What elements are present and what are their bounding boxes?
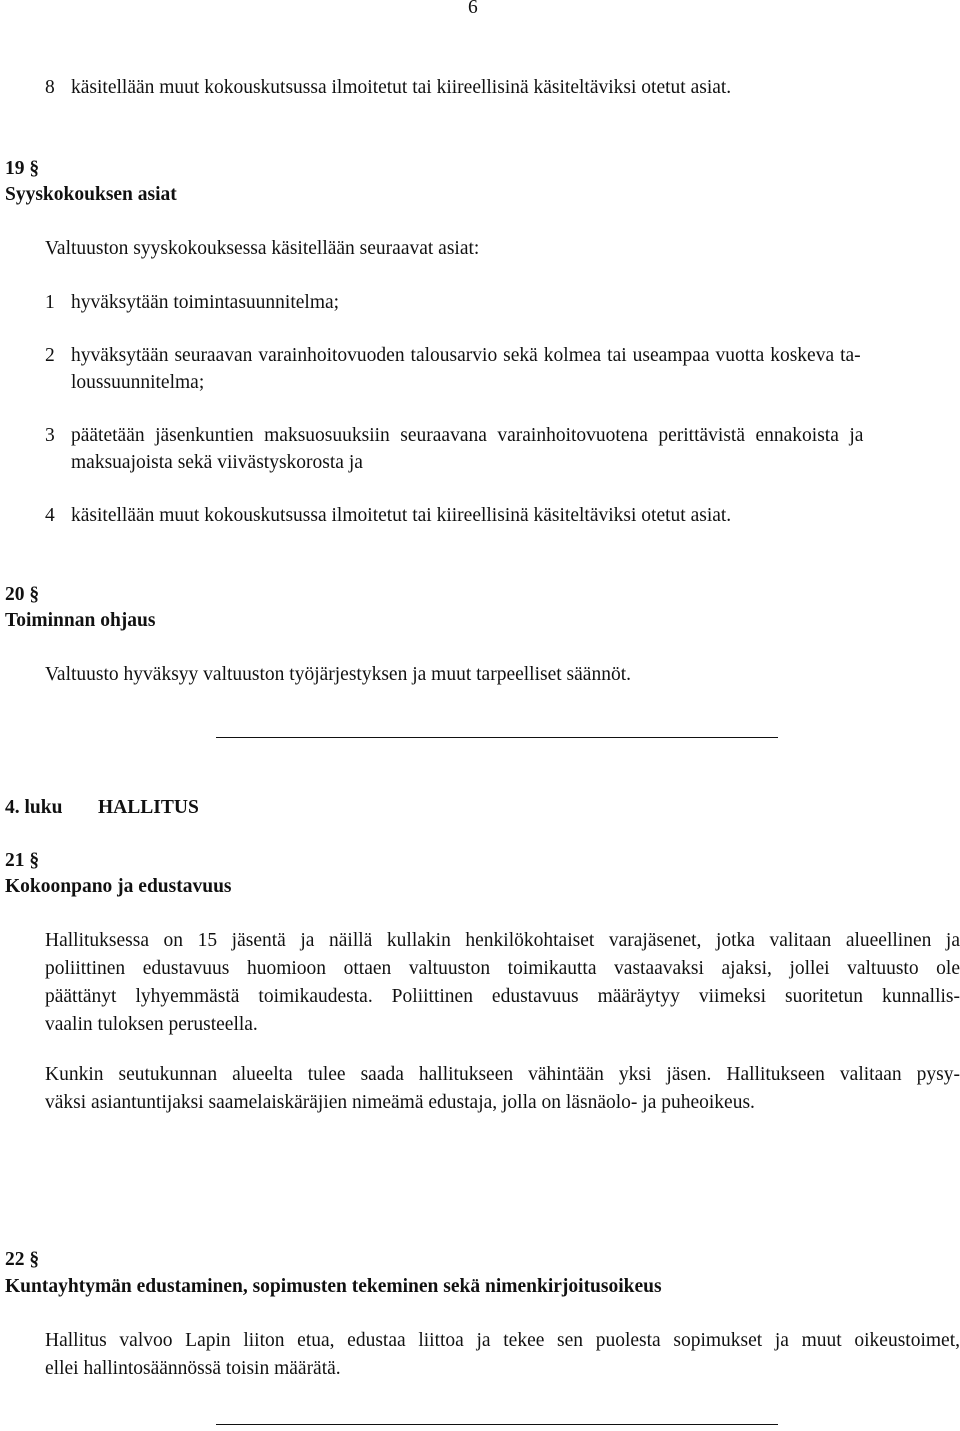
paragraph-line: ellei hallintosäännössä toisin määrätä. (45, 1358, 341, 1379)
section-20-number: 20 § (5, 584, 40, 605)
list-item-text: käsitellään muut kokouskutsussa ilmoitetut tai kiireellisinä käsiteltäviksi otetut asiat. (71, 77, 732, 98)
list-item-continuation: maksuajoista sekä viivästyskorosta ja (71, 452, 363, 473)
section-22-title: Kuntayhtymän edustaminen, sopimusten tekeminen sekä nimenkirjoitusoikeus (5, 1276, 662, 1297)
list-item-number: 1 (45, 292, 55, 313)
paragraph-line: Hallituksessa on 15 jäsentä ja näillä kullakin henkilökohtaiset varajäsenet, jotka valitaan alueellinen ja (45, 930, 960, 951)
list-item (45, 502, 731, 530)
section-21-paragraph-1 (45, 927, 960, 1039)
section-21-title: Kokoonpano ja edustavuus (5, 876, 232, 897)
list-item (45, 74, 731, 102)
paragraph-line: Hallitus valvoo Lapin liiton etua, edustaa liittoa ja tekee sen puolesta sopimukset ja muut oikeustoimet, (45, 1330, 960, 1351)
section-19-intro: Valtuuston syyskokouksessa käsitellään seuraavat asiat: (45, 238, 480, 259)
section-19-number: 19 § (5, 158, 40, 179)
list-item-number: 2 (45, 345, 55, 366)
list-item (45, 422, 863, 450)
section-22-paragraph (45, 1327, 960, 1383)
chapter-title: HALLITUS (98, 797, 199, 818)
paragraph-line: väksi asiantuntijaksi saamelaiskäräjien nimeämä edustaja, jolla on läsnäolo- ja puheoikeus. (45, 1092, 755, 1113)
paragraph-line: vaalin tuloksen perusteella. (45, 1014, 258, 1035)
section-21-number: 21 § (5, 850, 40, 871)
list-item-text: hyväksytään toimintasuunnitelma; (71, 292, 340, 313)
list-item-text: hyväksytään seuraavan varainhoitovuoden talousarvio sekä kolmea tai useampaa vuotta koskeva ta- (71, 345, 861, 366)
chapter-label: 4. luku (5, 797, 63, 818)
list-item-number: 4 (45, 505, 55, 526)
paragraph-line: Kunkin seutukunnan alueelta tulee saada hallitukseen vähintään yksi jäsen. Hallitukseen valitaan pysy- (45, 1064, 960, 1085)
list-item-number: 3 (45, 425, 55, 446)
list-item-text: käsitellään muut kokouskutsussa ilmoitetut tai kiireellisinä käsiteltäviksi otetut asiat. (71, 505, 732, 526)
section-19-title: Syyskokouksen asiat (5, 184, 177, 205)
section-divider (216, 737, 778, 738)
section-20-text: Valtuusto hyväksyy valtuuston työjärjestyksen ja muut tarpeelliset säännöt. (45, 664, 631, 685)
list-item-number: 8 (45, 77, 55, 98)
section-divider (216, 1424, 778, 1425)
paragraph-line: poliittinen edustavuus huomioon ottaen valtuuston toimikautta vastaavaksi ajaksi, jollei valtuusto ole (45, 958, 960, 979)
section-22-number: 22 § (5, 1249, 40, 1270)
paragraph-line: päättänyt lyhyemmästä toimikaudesta. Poliittinen edustavuus määräytyy viimeksi suoritetun kunnallis- (45, 986, 960, 1007)
list-item (45, 342, 960, 370)
list-item-text: päätetään jäsenkuntien maksuosuuksiin seuraavana varainhoitovuotena perittävistä ennakoista ja (71, 425, 864, 446)
section-20-title: Toiminnan ohjaus (5, 610, 156, 631)
page-number: 6 (468, 0, 478, 18)
list-item (45, 289, 339, 317)
list-item-continuation: loussuunnitelma; (71, 372, 205, 393)
section-21-paragraph-2 (45, 1061, 960, 1117)
